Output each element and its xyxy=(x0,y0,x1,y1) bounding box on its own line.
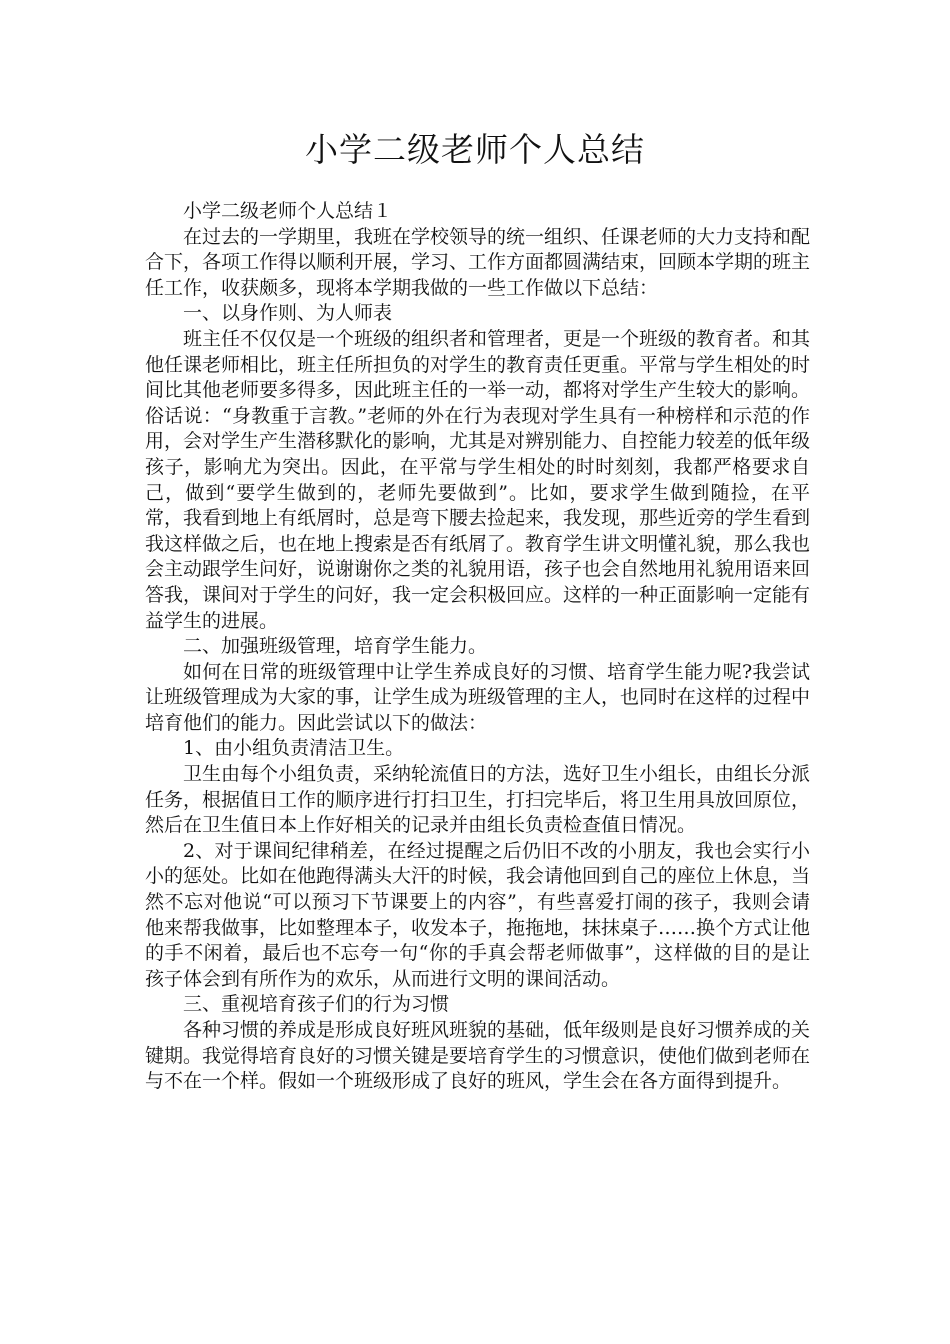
list-item-1: 1、由小组负责清洁卫生。 xyxy=(183,737,405,760)
paragraph-section-1: 班主任不仅仅是一个班级的组织者和管理者，更是一个班级的教育者。和其他任课老师相比，班主任所担负的对学生的教育责任更重。平常与学生相处的时间比其他老师要多得多，因此班主任的一举一动，都将对学生产生较大的影响。俗话说：“身教重于言教。”老师的外在行为表现对学生具有一种榜样和示范的作用，会对学生产生潜移默化的影响，尤其是对辨别能力、自控能力较差的低年级孩子，影响尤为突出。因此，在平常与学生相处的时时刻刻，我都严格要求自己，做到“要学生做到的，老师先要做到”。比如，要求学生做到随捡，在平常，我看到地上有纸屑时，总是弯下腰去捡起来，我发现，那些近旁的学生看到我这样做之后，也在地上搜索是否有纸屑了。教育学生讲文明懂礼貌，那么我也会主动跟学生问好，说谢谢你之类的礼貌用语，孩子也会自然地用礼貌用语来回答我，课间对于学生的问好，我一定会积极回应。这样的一种正面影响一定能有益学生的进展。 xyxy=(145,327,811,632)
list-item-2: 2、对于课间纪律稍差，在经过提醒之后仍旧不改的小朋友，我也会实行小小的惩处。比如在他跑得满头大汗的时候，我会请他回到自己的座位上休息，当然不忘对他说“可以预习下节课要上的内容”，有些喜爱打闹的孩子，我则会请他来帮我做事，比如整理本子，收发本子，拖拖地，抹抹桌子……换个方式让他的手不闲着，最后也不忘夸一句“你的手真会帮老师做事”，这样做的目的是让孩子体会到有所作为的欢乐，从而进行文明的课间活动。 xyxy=(145,839,811,990)
paragraph-list-item-1: 卫生由每个小组负责，采纳轮流值日的方法，选好卫生小组长，由组长分派任务，根据值日工作的顺序进行打扫卫生，打扫完毕后，将卫生用具放回原位，然后在卫生值日本上作好相关的记录并由组长负责检查值日情况。 xyxy=(145,763,811,837)
section-heading-2: 二、加强班级管理，培育学生能力。 xyxy=(183,635,488,658)
document-body xyxy=(145,199,810,1095)
paragraph-subtitle: 小学二级老师个人总结１ xyxy=(183,200,393,222)
section-heading-3: 三、重视培育孩子们的行为习惯 xyxy=(183,993,450,1016)
paragraph-section-3: 各种习惯的养成是形成良好班风班貌的基础，低年级则是良好习惯养成的关键期。我觉得培育良好的习惯关键是要培育学生的习惯意识，使他们做到老师在与不在一个样。假如一个班级形成了良好的班风，学生会在各方面得到提升。 xyxy=(145,1019,811,1093)
paragraph-section-2: 如何在日常的班级管理中让学生养成良好的习惯、培育学生能力呢?我尝试让班级管理成为大家的事，让学生成为班级管理的主人，也同时在这样的过程中培育他们的能力。因此尝试以下的做法： xyxy=(145,660,811,734)
paragraph-intro: 在过去的一学期里，我班在学校领导的统一组织、任课老师的大力支持和配合下，各项工作得以顺利开展，学习、工作方面都圆满结束，回顾本学期的班主任工作，收获颇多，现将本学期我做的一些工作做以下总结： xyxy=(145,225,811,299)
document-title: 小学二级老师个人总结 xyxy=(305,130,645,169)
section-heading-1: 一、以身作则、为人师表 xyxy=(183,302,393,325)
